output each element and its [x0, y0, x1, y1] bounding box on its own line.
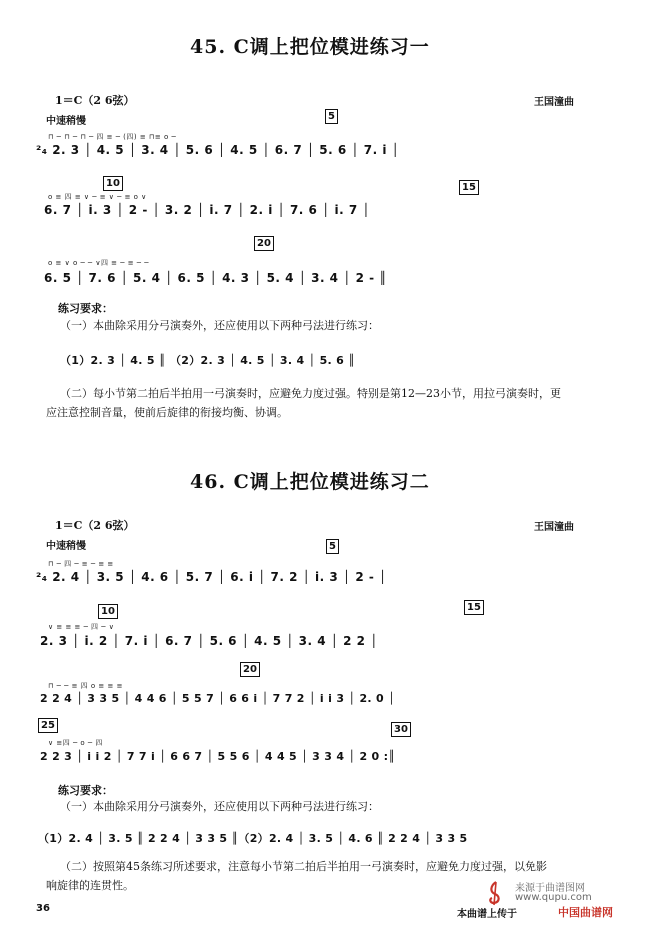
ex46-rehearsal-25: 25	[38, 718, 58, 733]
ex46-composer: 王国潼曲	[534, 522, 574, 533]
watermark-url: www.qupu.com	[515, 892, 592, 903]
ex46-line3-bowing-marks: ⊓ ─ ─ ≡ 四 o ≡ ≡ ≡	[48, 682, 123, 690]
page-number: 36	[36, 903, 50, 914]
ex45-requirement-2-line1: （二）每小节第二拍后半拍用一弓演奏时，应避免力度过强。特别是第12—23小节，用拉弓演奏时，更	[60, 387, 561, 400]
ex45-line2-notes: 6. 7 │ i. 3 │ 2 - │ 3. 2 │ i. 7 │ 2. i │ 7. 6 │ i. 7 │	[44, 203, 371, 217]
ex45-rehearsal-20: 20	[254, 236, 274, 251]
ex45-title: 45. C调上把位模进练习一	[190, 36, 430, 58]
ex45-line1-bowing-marks: ⊓ ─ ⊓ ─ ⊓ ─ 四 ≡ ─ (四) ≡ ⊓≡ o ─	[48, 133, 177, 141]
ex45-key: 1＝C（2 6弦）	[55, 94, 135, 107]
ex46-tempo: 中速稍慢	[46, 541, 86, 552]
treble-clef-logo-icon	[484, 880, 506, 906]
ex46-requirement-2-line2: 响旋律的连贯性。	[46, 879, 134, 892]
ex46-line1-bowing-marks: ⊓ ─ 四 ─ ≡ ─ ≡ ≡	[48, 560, 114, 568]
ex46-rehearsal-15: 15	[464, 600, 484, 615]
ex45-requirements-heading: 练习要求：	[58, 302, 113, 315]
ex45-requirement-1: （一）本曲除采用分弓演奏外，还应使用以下两种弓法进行练习：	[60, 319, 379, 332]
ex46-rehearsal-10: 10	[98, 604, 118, 619]
ex45-composer: 王国潼曲	[534, 97, 574, 108]
ex46-rehearsal-5: 5	[326, 539, 339, 554]
ex46-rehearsal-20: 20	[240, 662, 260, 677]
ex45-rehearsal-15: 15	[459, 180, 479, 195]
ex46-requirement-2-line1: （二）按照第45条练习所述要求，注意每小节第二拍后半拍用一弓演奏时，应避免力度过强，以免影	[60, 860, 547, 873]
ex46-requirement-1: （一）本曲除采用分弓演奏外，还应使用以下两种弓法进行练习：	[60, 800, 379, 813]
ex45-line1-notes: ²₄ 2. 3 │ 4. 5 │ 3. 4 │ 5. 6 │ 4. 5 │ 6. 7 │ 5. 6 │ 7. i │	[36, 143, 400, 157]
ex45-rehearsal-10: 10	[103, 176, 123, 191]
ex46-rehearsal-30: 30	[391, 722, 411, 737]
ex45-line3-bowing-marks: o ≡ ∨ o ─ ─ ∨四 ≡ ─ ≡ ─ ─	[48, 259, 149, 267]
ex46-line4-notes: 2 2 3 │ i i 2 │ 7 7 i │ 6 6 7 │ 5 5 6 │ 4 4 5 │ 3 3 4 │ 2 0 :║	[40, 750, 396, 763]
ex46-line3-notes: 2 2 4 │ 3 3 5 │ 4 4 6 │ 5 5 7 │ 6 6 i │ 7 7 2 │ i i 3 │ 2. 0 │	[40, 692, 396, 705]
ex45-tempo: 中速稍慢	[46, 116, 86, 127]
ex46-line2-bowing-marks: ∨ ≡ ≡ ≡ ─ 四 ─ ∨	[48, 623, 115, 631]
ex46-line2-notes: 2. 3 │ i. 2 │ 7. i │ 6. 7 │ 5. 6 │ 4. 5 │ 3. 4 │ 2 2 │	[40, 634, 378, 648]
watermark-brand: 中国曲谱网	[558, 906, 613, 919]
watermark-source-text: 来源于曲谱图网	[515, 883, 585, 894]
ex45-line3-notes: 6. 5 │ 7. 6 │ 5. 4 │ 6. 5 │ 4. 3 │ 5. 4 │ 3. 4 │ 2 - ║	[44, 271, 388, 285]
ex46-title: 46. C调上把位模进练习二	[190, 471, 430, 493]
ex45-line2-bowing-marks: o ≡ 四 ≡ ∨ ─ ≡ ∨ ─ ≡ o ∨	[48, 193, 147, 201]
ex46-line1-notes: ²₄ 2. 4 │ 3. 5 │ 4. 6 │ 5. 7 │ 6. i │ 7. 2 │ i. 3 │ 2 - │	[36, 570, 387, 584]
ex46-key: 1＝C（2 6弦）	[55, 519, 135, 532]
ex46-line4-bowing-marks: ∨ ≡四 ─ o ─ 四	[48, 739, 103, 747]
ex45-bowing-patterns: （1）2. 3 │ 4. 5 ║ （2）2. 3 │ 4. 5 │ 3. 4 │ 5. 6 ║	[60, 354, 356, 367]
footer-upload-text: 本曲谱上传于	[457, 909, 517, 920]
ex46-bowing-patterns: （1）2. 4 │ 3. 5 ║ 2 2 4 │ 3 3 5 ║（2）2. 4 │ 3. 5 │ 4. 6 ║ 2 2 4 │ 3 3 5	[38, 832, 468, 845]
ex45-requirement-2-line2: 应注意控制音量，使前后旋律的衔接均衡、协调。	[46, 406, 288, 419]
ex45-rehearsal-5: 5	[325, 109, 338, 124]
ex46-requirements-heading: 练习要求：	[58, 784, 113, 797]
